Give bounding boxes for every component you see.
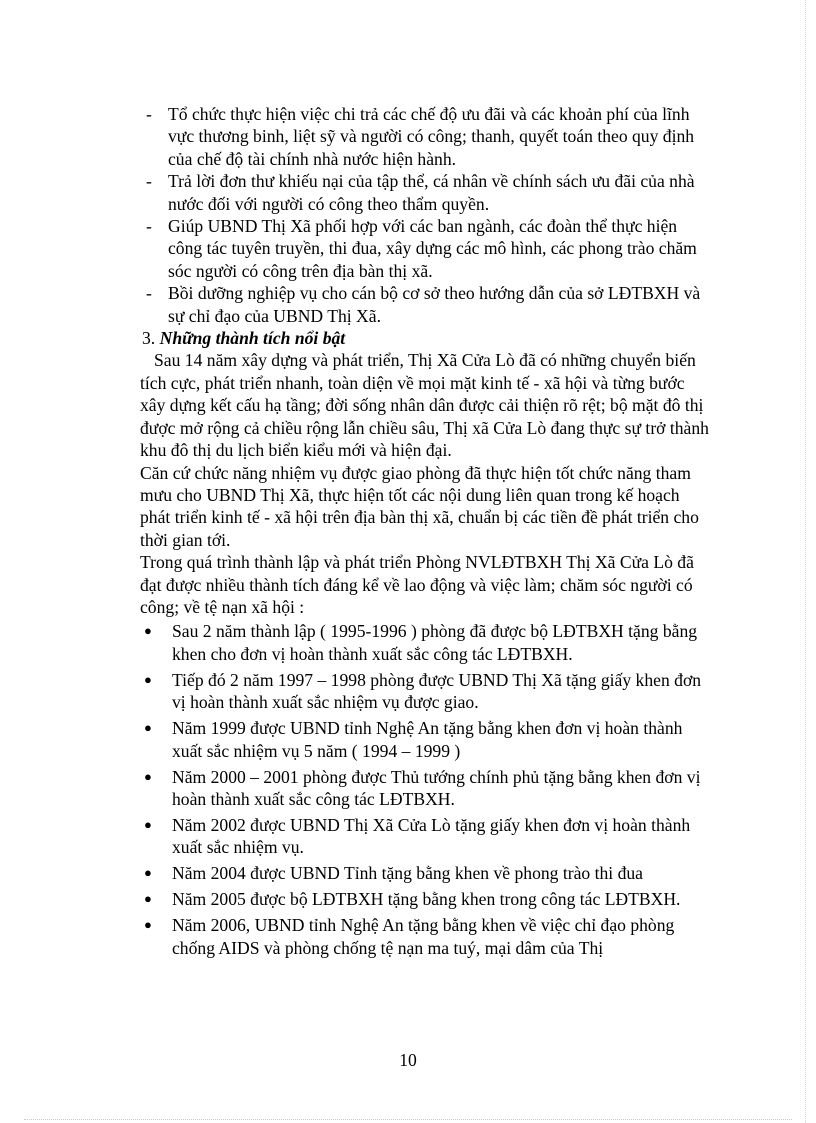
- dash-marker: -: [146, 171, 152, 192]
- achievement-bullet-list: [140, 620, 710, 959]
- dash-list-item: [140, 103, 710, 170]
- page-number: 10: [399, 1050, 417, 1070]
- bullet-item-text: Năm 2000 – 2001 phòng được Thủ tướng chính phủ tặng bằng khen đơn vị hoàn thành xuất sắc công tác LĐTBXH.: [172, 766, 701, 809]
- dash-list-item: [140, 170, 710, 215]
- bullet-item-text: Sau 2 năm thành lập ( 1995-1996 ) phòng đã được bộ LĐTBXH tặng bằng khen cho đơn vị hoàn thành xuất sắc công tác LĐTBXH.: [172, 621, 698, 664]
- bullet-list-item: [140, 620, 710, 665]
- bullet-list-item: [140, 888, 710, 910]
- dash-list-item: [140, 282, 710, 327]
- bullet-dot-icon: ●: [144, 671, 152, 687]
- bullet-dot-icon: ●: [144, 720, 152, 736]
- bullet-list-item: [140, 914, 710, 959]
- bullet-list-item: [140, 862, 710, 884]
- bullet-dot-icon: ●: [144, 816, 152, 832]
- bullet-item-text: Năm 1999 được UBND tỉnh Nghệ An tặng bằng khen đơn vị hoàn thành xuất sắc nhiệm vụ 5 năm ( 1994 – 1999 ): [172, 718, 683, 761]
- dash-item-text: Giúp UBND Thị Xã phối hợp với các ban ngành, các đoàn thể thực hiện công tác tuyên truyền, thi đua, xây dựng các mô hình, các phong trào chăm sóc người có công trên địa bàn thị xã.: [168, 216, 697, 281]
- dash-list-item: [140, 215, 710, 282]
- bullet-list-item: [140, 766, 710, 811]
- dash-marker: -: [146, 104, 152, 124]
- page-right-margin-divider: [805, 0, 806, 1123]
- duty-dash-list: [140, 103, 710, 327]
- paragraph-functions: Căn cứ chức năng nhiệm vụ được giao phòng đã thực hiện tốt chức năng tham mưu cho UBND Thị Xã, thực hiện tốt các nội dung liên quan trong kế hoạch phát triển kinh tế - xã hội trên địa bàn thị xã, chuẩn bị các tiền đề phát triển cho thời gian tới.: [140, 462, 699, 550]
- bullet-item-text: Năm 2002 được UBND Thị Xã Cửa Lò tặng giấy khen đơn vị hoàn thành xuất sắc nhiệm vụ.: [172, 814, 691, 858]
- bullet-dot-icon: ●: [144, 623, 152, 639]
- dash-item-text: Bồi dưỡng nghiệp vụ cho cán bộ cơ sở theo hướng dẫn của sở LĐTBXH và sự chỉ đạo của UBND Thị Xã.: [168, 283, 701, 326]
- bullet-item-text: Năm 2004 được UBND Tỉnh tặng bằng khen về phong trào thi đua: [172, 863, 643, 884]
- bullet-dot-icon: ●: [144, 865, 152, 881]
- bullet-list-item: [140, 669, 710, 714]
- section-number: 3.: [142, 328, 156, 349]
- dash-item-text: Tổ chức thực hiện việc chi trả các chế độ ưu đãi và các khoản phí của lĩnh vực thương binh, liệt sỹ và người có công; thanh, quyết toán theo quy định của chế độ tài chính nhà nước hiện hành.: [168, 104, 695, 169]
- section-heading: [140, 327, 710, 349]
- dash-marker: -: [146, 283, 152, 304]
- bullet-dot-icon: ●: [144, 768, 152, 784]
- bullet-dot-icon: ●: [144, 917, 152, 933]
- bullet-item-text: Năm 2005 được bộ LĐTBXH tặng bằng khen trong công tác LĐTBXH.: [172, 889, 681, 910]
- dash-item-text: Trả lời đơn thư khiếu nại của tập thể, cá nhân về chính sách ưu đãi của nhà nước đối với người có công theo thẩm quyền.: [168, 171, 695, 214]
- page-bottom-divider: [24, 1119, 792, 1120]
- section-title: Những thành tích nổi bật: [159, 328, 346, 349]
- dash-marker: -: [146, 216, 152, 237]
- page-body: [140, 103, 710, 963]
- bullet-item-text: Năm 2006, UBND tỉnh Nghệ An tặng bằng khen về việc chỉ đạo phòng chống AIDS và phòng chống tệ nạn ma tuý, mại dâm của Thị: [172, 915, 675, 958]
- bullet-item-text: Tiếp đó 2 năm 1997 – 1998 phòng được UBND Thị Xã tặng giấy khen đơn vị hoàn thành xuất sắc nhiệm vụ được giao.: [172, 669, 702, 713]
- bullet-dot-icon: ●: [144, 891, 152, 907]
- bullet-list-item: [140, 814, 710, 859]
- bullet-list-item: [140, 717, 710, 762]
- paragraph-achievements-intro: Trong quá trình thành lập và phát triển Phòng NVLĐTBXH Thị Xã Cửa Lò đã đạt được nhiều thành tích đáng kể về lao động và việc làm; chăm sóc người có công; về tệ nạn xã hội :: [140, 552, 694, 617]
- paragraph-development: Sau 14 năm xây dựng và phát triển, Thị Xã Cửa Lò đã có những chuyển biến tích cực, phát triển nhanh, toàn diện về mọi mặt kinh tế - xã hội và từng bước xây dựng kết cấu hạ tầng; đời sống nhân dân được cải thiện rõ rệt; bộ mặt đô thị được mở rộng cả chiều rộng lẫn chiều sâu, Thị xã Cửa Lò đang thực sự trở thành khu đô thị du lịch biển kiểu mới và hiện đại.: [140, 350, 709, 461]
